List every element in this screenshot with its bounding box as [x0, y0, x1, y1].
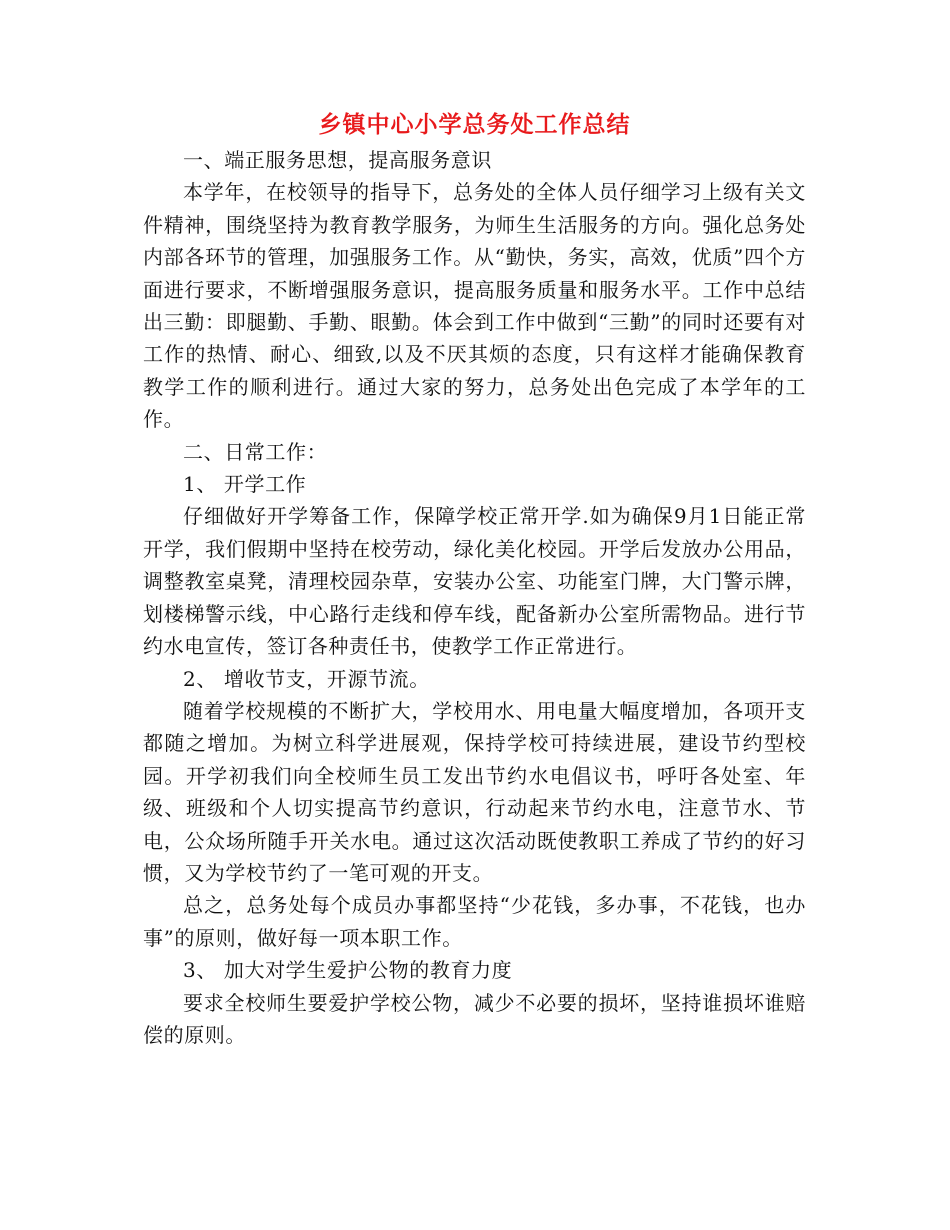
subsection-heading-2: 2、 增收节支，开源节流。 [183, 666, 430, 691]
paragraph-service-awareness: 本学年，在校领导的指导下，总务处的全体人员仔细学习上级有关文件精神，围绕坚持为教育教学服务，为师生生活服务的方向。强化总务处内部各环节的管理，加强服务工作。从“勤快，务实，高效，优质”四个方面进行要求，不断增强服务意识，提高服务质量和服务水平。工作中总结出三勤：即腿勤、手勤、眼勤。体会到工作中做到“三勤”的同时还要有对工作的热情、耐心、细致,以及不厌其烦的态度，只有这样才能确保教育教学工作的顺利进行。通过大家的努力，总务处出色完成了本学年的工作。 [143, 180, 806, 432]
paragraph-public-property: 要求全校师生要爱护学校公物，减少不必要的损坏，坚持谁损坏谁赔偿的原则。 [143, 990, 806, 1047]
document-title: 乡镇中心小学总务处工作总结 [318, 111, 631, 138]
subsection-heading-1: 1、 开学工作 [183, 472, 307, 497]
document-body [143, 108, 806, 1051]
section-heading-1: 一、端正服务思想，提高服务意识 [183, 148, 492, 172]
paragraph-school-opening: 仔细做好开学筹备工作，保障学校正常开学.如为确保9月1日能正常开学，我们假期中坚持在校劳动，绿化美化校园。开学后发放办公用品，调整教室桌凳，清理校园杂草，安装办公室、功能室门牌，大门警示牌，划楼梯警示线，中心路行走线和停车线，配备新办公室所需物品。进行节约水电宣传，签订各种责任书，使教学工作正常进行。 [143, 504, 806, 659]
section-heading-2: 二、日常工作： [183, 439, 328, 464]
paragraph-cost-saving: 随着学校规模的不断扩大，学校用水、用电量大幅度增加，各项开支都随之增加。为树立科学进展观，保持学校可持续进展，建设节约型校园。开学初我们向全校师生员工发出节约水电倡议书，呼吁各处室、年级、班级和个人切实提高节约意识，行动起来节约水电，注意节水、节电，公众场所随手开关水电。通过这次活动既使教职工养成了节约的好习惯，又为学校节约了一笔可观的开支。 [143, 698, 806, 885]
subsection-heading-3: 3、 加大对学生爱护公物的教育力度 [183, 958, 513, 983]
paragraph-summary: 总之，总务处每个成员办事都坚持“少花钱，多办事，不花钱，也办事”的原则，做好每一项本职工作。 [143, 893, 806, 950]
